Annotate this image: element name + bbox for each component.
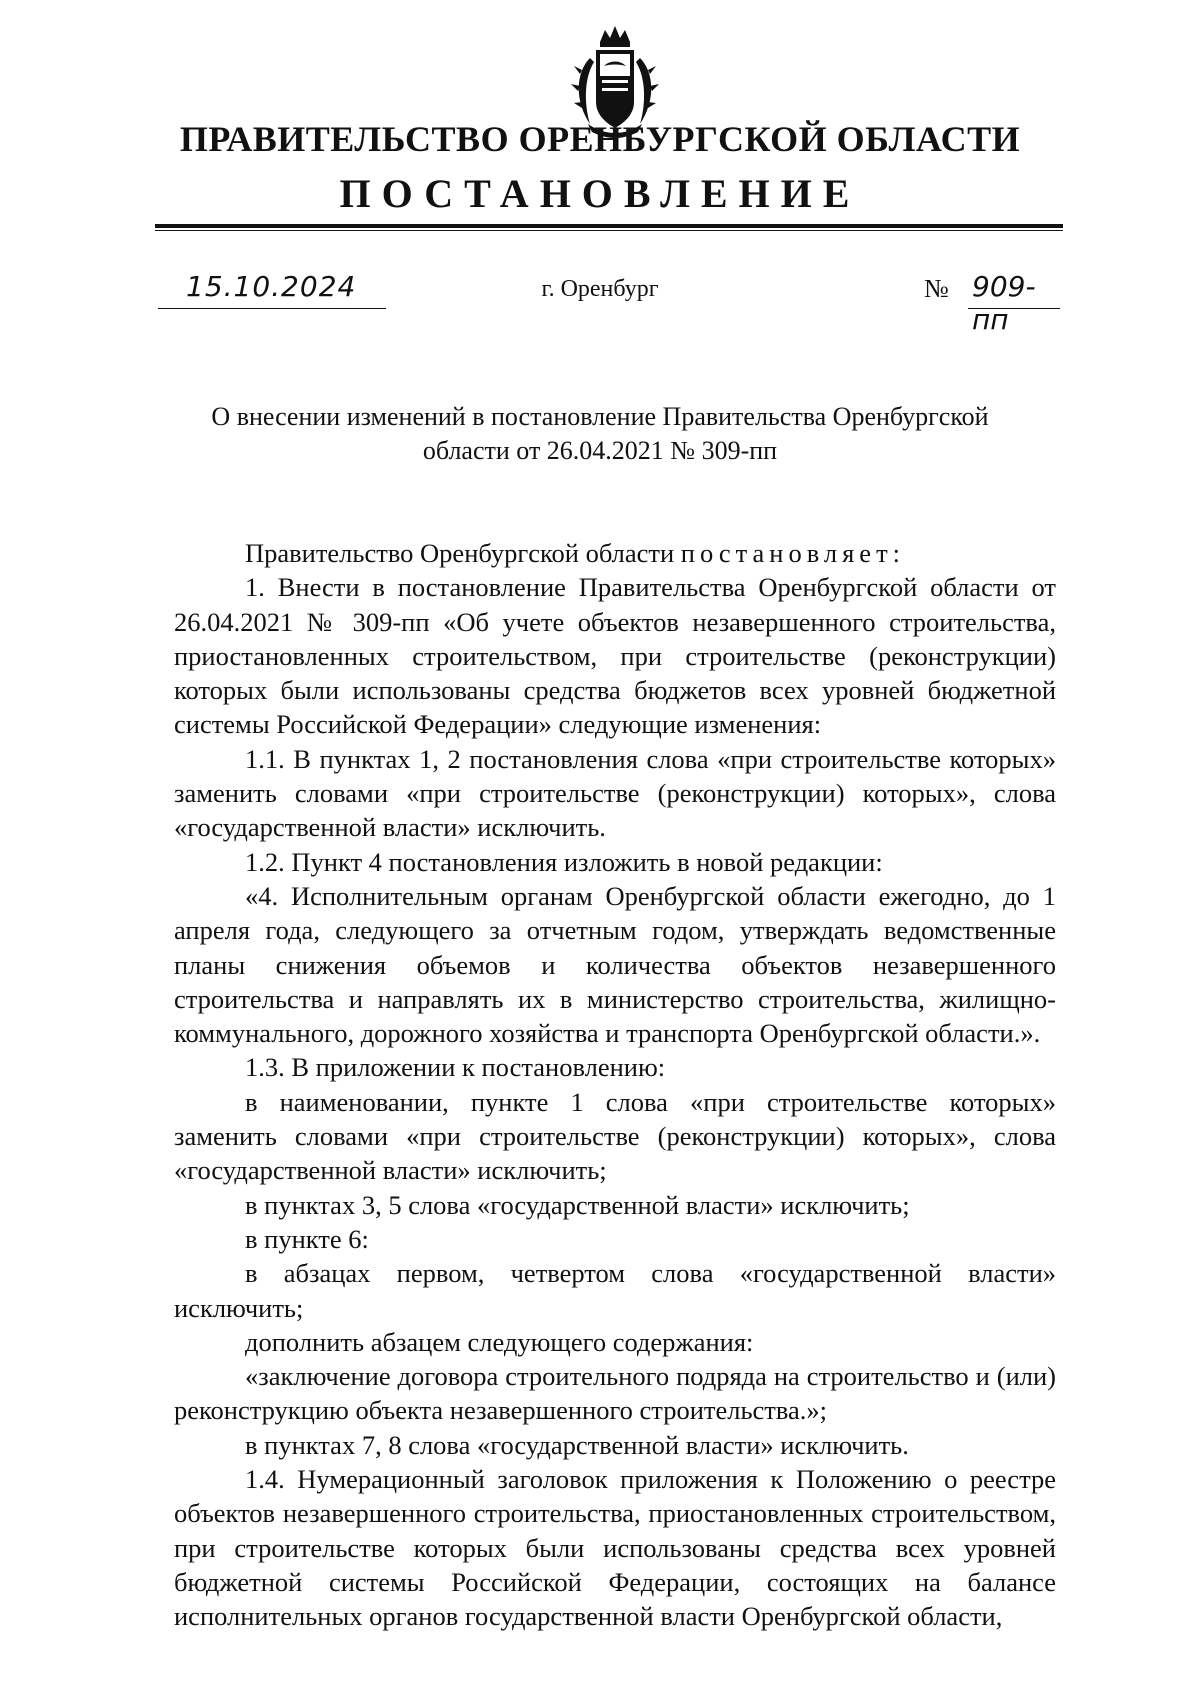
body-paragraph: 1.3. В приложении к постановлению:	[245, 1052, 666, 1083]
document-subject	[180, 400, 1020, 468]
subject-line: области от 26.04.2021 № 309-пп	[422, 436, 778, 465]
handwritten-date: 15.10.2024	[186, 270, 357, 303]
document-type: ПОСТАНОВЛЕНИЕ	[339, 171, 861, 216]
intro-paragraph	[174, 536, 1056, 570]
body-paragraph: в абзацах первом, четвертом слова «государственной власти» исключить;	[174, 1258, 1056, 1323]
city: г. Оренбург	[541, 276, 659, 302]
body-paragraph: в наименовании, пункте 1 слова «при строительстве которых» заменить словами «при строительстве (реконструкции) которых», слова «государственной власти» исключить;	[174, 1086, 1056, 1186]
intro-verb: постановляет:	[680, 538, 906, 568]
body-paragraph: в пункте 6:	[245, 1223, 369, 1254]
body-paragraph: 1.2. Пункт 4 постановления изложить в новой редакции:	[245, 846, 883, 877]
number-label: №	[924, 274, 949, 303]
body-paragraph: 1.1. В пунктах 1, 2 постановления слова «при строительстве которых» заменить словами «при строительстве (реконструкции) которых», слова «государственной власти» исключить.	[174, 743, 1056, 843]
handwritten-number: 909-пп	[972, 270, 1036, 336]
body-paragraph: «4. Исполнительным органам Оренбургской области ежегодно, до 1 апреля года, следующего за отчетным годом, утверждать ведомственные планы снижения объемов и количества объектов незавершенного строительства и направлять их в министерство строительства, жилищно-коммунального, дорожного хозяйства и транспорта Оренбургской области.».	[174, 880, 1056, 1049]
body-paragraph: в пунктах 7, 8 слова «государственной власти» исключить.	[245, 1429, 909, 1460]
header-divider-thick	[155, 224, 1063, 228]
intro-text: Правительство Оренбургской области	[245, 538, 675, 568]
document-body	[174, 536, 1056, 1634]
organization-title: ПРАВИТЕЛЬСТВО ОРЕНБУРГСКОЙ ОБЛАСТИ	[179, 119, 1021, 159]
body-paragraph: в пунктах 3, 5 слова «государственной власти» исключить;	[245, 1189, 910, 1220]
subject-line: О внесении изменений в постановление Правительства Оренбургской	[211, 402, 989, 431]
body-paragraph: 1. Внести в постановление Правительства Оренбургской области от 26.04.2021 № 309-пп «Об учете объектов незавершенного строительства, приостановленных строительством, при строительстве (реконструкции) которых были использованы средства бюджетов всех уровней бюджетной системы Российской Федерации» следующие изменения:	[174, 572, 1056, 740]
header-divider-thin	[155, 230, 1063, 231]
body-paragraph: «заключение договора строительного подряда на строительство и (или) реконструкцию объекта незавершенного строительства.»;	[174, 1361, 1056, 1426]
body-paragraph: 1.4. Нумерационный заголовок приложения к Положению о реестре объектов незавершенного строительства, приостановленных строительством, при строительстве которых были использованы средства всех уровней бюджетной системы Российской Федерации, состоящих на балансе исполнительных органов государственной власти Оренбургской области,	[174, 1464, 1056, 1632]
number-field	[968, 268, 1060, 336]
date-field	[158, 268, 386, 309]
body-paragraph: дополнить абзацем следующего содержания:	[245, 1326, 754, 1357]
